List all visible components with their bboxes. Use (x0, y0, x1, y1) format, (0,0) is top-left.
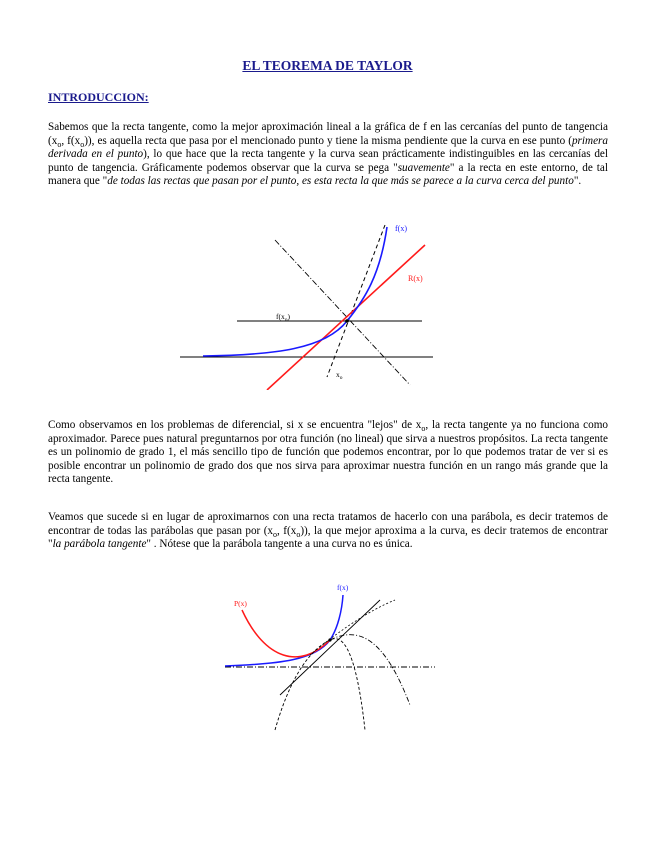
tangent-line (280, 600, 380, 695)
paragraph-parabola: Veamos que sucede si en lugar de aproximarnos con una recta tratamos de hacerlo con una parábola, es decir tratemos de encontrar de todas las parábolas que pasan por ($x_o$, $f(x_o)$), la que mejor aproxima a la curva, es decir tratemos de encontrar "la parábola tangente" . Nótese que la parábola tangente a una curva no es única. (48, 511, 609, 551)
tangent-parabola-figure (220, 580, 440, 735)
parabola-alt-2 (330, 635, 410, 705)
label-Px: P(x) (234, 599, 247, 608)
label-fxo: $f(x_o)$ (276, 312, 290, 323)
label-fx: f(x) (395, 224, 407, 233)
label-Rx: R(x) (408, 274, 423, 283)
tangent-line-figure (175, 215, 435, 390)
vertical-dashed-line (327, 225, 385, 377)
tangency-point (345, 319, 349, 323)
label-fx: f(x) (337, 583, 349, 592)
label-xo: $x_o$ (336, 370, 343, 381)
tangent-line (267, 245, 425, 390)
paragraph-limitation: Como observamos en los problemas de diferencial, si x se encuentra "lejos" de $x_o$, la recta tangente ya no funciona como aproximador. Parece pues natural preguntarnos por otra función (no lineal) que sirva a nuestros propósitos. La recta tangente es un polinomio de grado 1, el más sencillo tipo de función que podemos encontrar, por lo que podemos tratar de ver si es posible encontrar un polinomio de grado dos que nos sirva para aproximar nuestra función en un rango más grande que la recta tangente. (48, 419, 608, 486)
tangency-point (328, 638, 331, 641)
parabola-alt-1 (275, 639, 365, 730)
section-heading: INTRODUCCION: (48, 90, 149, 104)
page-title: EL TEOREMA DE TAYLOR (242, 58, 413, 73)
paragraph-intro: Sabemos que la recta tangente, como la mejor aproximación lineal a la gráfica de f en las cercanías del punto de tangencia ($x_o$, $f(x_o)$), es aquella recta que pasa por el mencionado punto y tiene la misma pendiente que la curva en ese punto (primera derivada en el punto), lo que hace que la recta tangente y la curva sean prácticamente indistinguibles en las cercanías del punto de tangencia. Gráficamente podemos observar que la curva se pega "suavemente" a la recta en este entorno, de tal manera que "de todas las rectas que pasan por el punto, es esta recta la que más se parece a la curva cerca del punto". (48, 121, 608, 188)
